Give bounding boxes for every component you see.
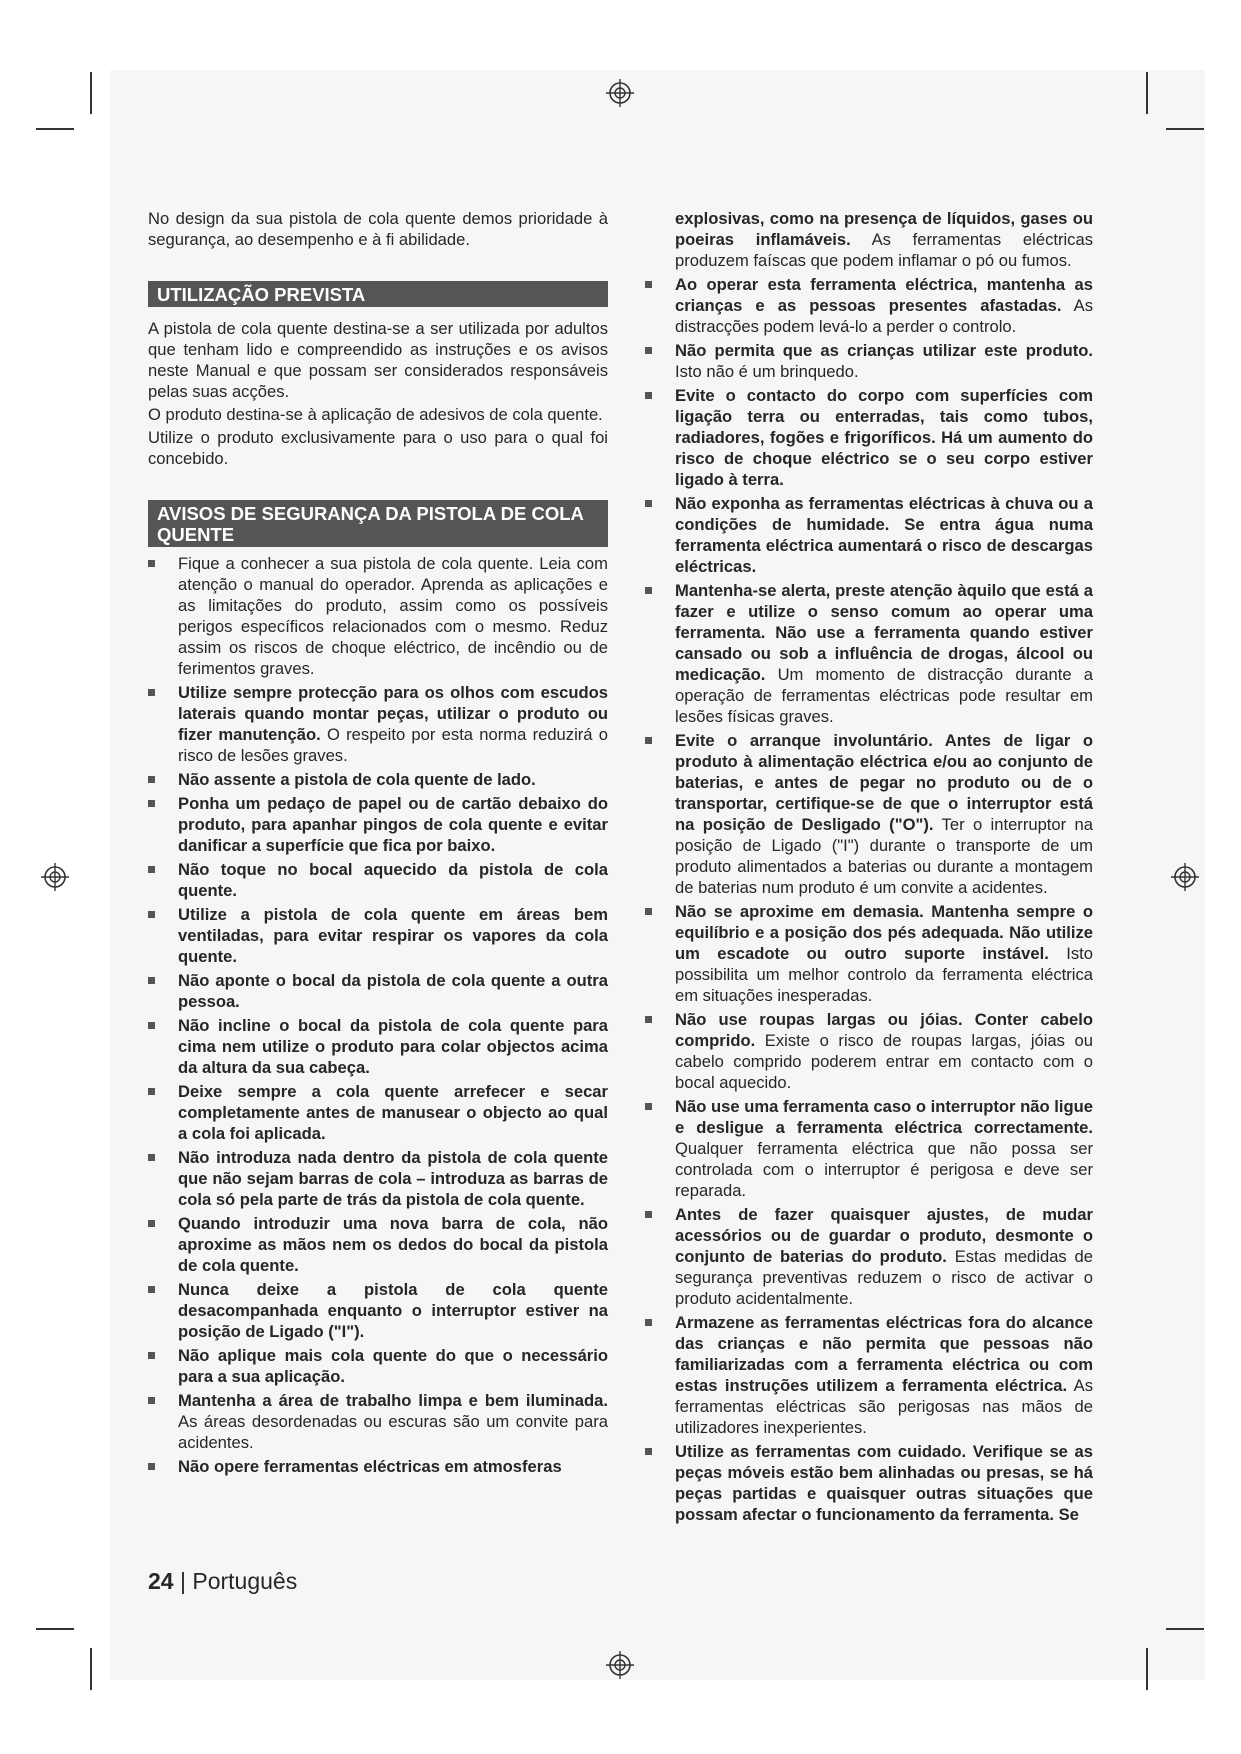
list-item xyxy=(148,769,608,790)
crop-mark xyxy=(90,1648,92,1690)
list-item-text: O respeito por esta norma reduzirá o risco de lesões graves. xyxy=(178,725,608,765)
list-item xyxy=(148,1456,608,1477)
safety-list-right xyxy=(645,274,1093,1525)
footer-separator: | xyxy=(173,1568,193,1594)
list-item xyxy=(645,493,1093,577)
list-item xyxy=(148,904,608,967)
bullet-square-icon xyxy=(148,977,155,984)
bullet-square-icon xyxy=(645,1211,652,1218)
list-item xyxy=(148,682,608,766)
bullet-square-icon xyxy=(148,776,155,783)
bullet-square-icon xyxy=(148,1352,155,1359)
list-item xyxy=(148,793,608,856)
bullet-square-icon xyxy=(645,392,652,399)
list-item xyxy=(148,1390,608,1453)
list-item-text: Estas medidas de segurança preventivas reduzem o risco de activar o produto acidentalmente. xyxy=(675,1247,1094,1308)
section-heading-intended-use: UTILIZAÇÃO PREVISTA xyxy=(148,281,608,307)
list-item xyxy=(645,901,1093,1006)
section-heading-safety-warnings: AVISOS DE SEGURANÇA DA PISTOLA DE COLA QUENTE xyxy=(148,500,608,547)
page-number: 24 xyxy=(148,1568,174,1594)
crop-mark xyxy=(36,128,74,130)
list-item-bold-text: Evite o contacto do corpo com superfícies com ligação terra ou enterradas, tais como tubos, radiadores, fogões e frigoríficos. Há um aumento do risco de choque eléctrico se o seu corpo estiver ligado à terra. xyxy=(675,386,1093,489)
bullet-square-icon xyxy=(148,1088,155,1095)
bullet-square-icon xyxy=(148,1463,155,1470)
bullet-square-icon xyxy=(148,1154,155,1161)
list-item-text: Existe o risco de roupas largas, jóias ou cabelo comprido poderem entrar em contacto com o bocal aquecido. xyxy=(675,1031,1093,1092)
crop-mark xyxy=(1146,1648,1148,1690)
list-item xyxy=(645,1009,1093,1093)
list-item xyxy=(645,274,1093,337)
list-item-bold-text: Não aplique mais cola quente do que o necessário para a sua aplicação. xyxy=(178,1346,608,1386)
list-item-bold-text: Não incline o bocal da pistola de cola quente para cima nem utilize o produto para colar objectos acima da altura da sua cabeça. xyxy=(178,1016,608,1077)
list-item xyxy=(645,1204,1093,1309)
safety-list-continuation xyxy=(645,208,1093,271)
list-item-text: Um momento de distracção durante a operação de ferramentas eléctricas pode resultar em lesões físicas graves. xyxy=(675,665,1093,726)
list-item-text: As ferramentas eléctricas produzem faíscas que podem inflamar o pó ou fumos. xyxy=(675,230,1094,270)
list-item-bold-text: Ao operar esta ferramenta eléctrica, mantenha as crianças e as pessoas presentes afastadas. xyxy=(675,275,1093,315)
crop-mark xyxy=(1166,128,1204,130)
list-item xyxy=(645,580,1093,727)
registration-mark-icon xyxy=(40,862,70,892)
list-item-bold-text: Antes de fazer quaisquer ajustes, de mudar acessórios ou de guardar o produto, desmonte o conjunto de baterias do produto. xyxy=(675,1205,1093,1266)
intro-paragraph: No design da sua pistola de cola quente demos prioridade à segurança, ao desempenho e à fi abilidade. xyxy=(148,209,608,249)
bullet-square-icon xyxy=(645,1319,652,1326)
list-item xyxy=(148,859,608,901)
list-item-bold-text: Utilize as ferramentas com cuidado. Verifique se as peças móveis estão bem alinhadas ou presas, se há peças partidas e quaisquer outras situações que possam afectar o funcionamento da ferramenta. Se xyxy=(675,1442,1093,1524)
list-item xyxy=(148,1147,608,1210)
crop-mark xyxy=(1146,72,1148,114)
bullet-square-icon xyxy=(645,1016,652,1023)
list-item-bold-text: Não opere ferramentas eléctricas em atmosferas xyxy=(178,1457,562,1476)
crop-mark xyxy=(90,72,92,114)
bullet-square-icon xyxy=(148,560,155,567)
bullet-square-icon xyxy=(645,908,652,915)
list-item xyxy=(148,1081,608,1144)
bullet-square-icon xyxy=(645,1448,652,1455)
list-item-bold-text: Utilize sempre protecção para os olhos com escudos laterais quando montar peças, utilizar o produto ou fizer manutenção. xyxy=(178,683,608,744)
list-item xyxy=(645,1441,1093,1525)
bullet-square-icon xyxy=(148,866,155,873)
bullet-square-icon xyxy=(645,1103,652,1110)
footer-language: Português xyxy=(192,1568,298,1594)
bullet-square-icon xyxy=(148,1220,155,1227)
list-item xyxy=(148,970,608,1012)
list-item-bold-text: Quando introduzir uma nova barra de cola, não aproxime as mãos nem os dedos do bocal da pistola de cola quente. xyxy=(178,1214,608,1275)
list-item-bold-text: Não se aproxime em demasia. Mantenha sempre o equilíbrio e a posição dos pés adequada. Não utilize um escadote ou outro suporte instável. xyxy=(675,902,1093,963)
bullet-square-icon xyxy=(645,587,652,594)
list-item-bold-text: Mantenha-se alerta, preste atenção àquilo que está a fazer e utilize o senso comum ao operar uma ferramenta. Não use a ferramenta quando estiver cansado ou sob a influência de drogas, álcool ou medicação. xyxy=(675,581,1093,684)
left-column xyxy=(148,208,608,1480)
list-item-bold-text: explosivas, como na presença de líquidos, gases ou poeiras inflamáveis. xyxy=(675,209,1093,249)
list-item-continuation xyxy=(645,208,1093,271)
list-item xyxy=(645,1096,1093,1201)
crop-mark xyxy=(36,1628,74,1630)
list-item-text: Ter o interruptor na posição de Ligado ("I") durante o transporte de um produto alimentados a baterias ou durante a montagem de baterias num produto é um convite a acidentes. xyxy=(675,815,1093,897)
list-item-text: Qualquer ferramenta eléctrica que não possa ser controlada com o interruptor é perigosa e deve ser reparada. xyxy=(675,1139,1093,1200)
list-item xyxy=(645,1312,1093,1438)
list-item-bold-text: Não introduza nada dentro da pistola de cola quente que não sejam barras de cola – introduza as barras de cola só pela parte de trás da pistola de cola quente. xyxy=(178,1148,608,1209)
list-item-bold-text: Utilize a pistola de cola quente em áreas bem ventiladas, para evitar respirar os vapores da cola quente. xyxy=(178,905,608,966)
list-item xyxy=(645,340,1093,382)
right-column xyxy=(645,208,1093,1528)
list-item xyxy=(148,1213,608,1276)
bullet-square-icon xyxy=(148,800,155,807)
list-item-bold-text: Nunca deixe a pistola de cola quente desacompanhada enquanto o interruptor estiver na posição de Ligado ("I"). xyxy=(178,1280,608,1341)
list-item xyxy=(148,1279,608,1342)
registration-mark-icon xyxy=(605,78,635,108)
safety-list-left xyxy=(148,553,608,1477)
list-item xyxy=(645,730,1093,898)
registration-mark-icon xyxy=(605,1650,635,1680)
list-item-bold-text: Não assente a pistola de cola quente de lado. xyxy=(178,770,536,789)
list-item-text: Isto não é um brinquedo. xyxy=(675,362,859,381)
list-item xyxy=(645,385,1093,490)
bullet-square-icon xyxy=(148,1397,155,1404)
list-item-bold-text: Deixe sempre a cola quente arrefecer e secar completamente antes de manusear o objecto ao qual a cola foi aplicada. xyxy=(178,1082,608,1143)
list-item-bold-text: Não toque no bocal aquecido da pistola de cola quente. xyxy=(178,860,608,900)
crop-mark xyxy=(1166,1628,1204,1630)
bullet-square-icon xyxy=(148,1022,155,1029)
list-item-bold-text: Mantenha a área de trabalho limpa e bem iluminada. xyxy=(178,1391,608,1410)
list-item-text: As distracções podem levá-lo a perder o controlo. xyxy=(675,296,1093,336)
list-item-bold-text: Não aponte o bocal da pistola de cola quente a outra pessoa. xyxy=(178,971,608,1011)
list-item-bold-text: Não use uma ferramenta caso o interruptor não ligue e desligue a ferramenta eléctrica correctamente. xyxy=(675,1097,1093,1137)
list-item-bold-text: Armazene as ferramentas eléctricas fora do alcance das crianças e não permita que pessoas não familiarizadas com a ferramenta eléctrica ou com estas instruções utilizem a ferramenta eléctrica. xyxy=(675,1313,1093,1395)
intended-use-paragraph: Utilize o produto exclusivamente para o uso para o qual foi concebido. xyxy=(148,428,608,468)
intended-use-paragraph: O produto destina-se à aplicação de adesivos de cola quente. xyxy=(148,405,603,424)
page-footer xyxy=(148,1568,297,1595)
intended-use-paragraph: A pistola de cola quente destina-se a ser utilizada por adultos que tenham lido e compreendido as instruções e os avisos neste Manual e que possam ser considerados responsáveis pelas suas acções. xyxy=(148,319,608,401)
list-item-text: As ferramentas eléctricas são perigosas nas mãos de utilizadores inexperientes. xyxy=(675,1376,1093,1437)
list-item xyxy=(148,553,608,679)
bullet-square-icon xyxy=(148,911,155,918)
bullet-square-icon xyxy=(645,281,652,288)
list-item-bold-text: Não use roupas largas ou jóias. Conter cabelo comprido. xyxy=(675,1010,1093,1050)
list-item-text: Fique a conhecer a sua pistola de cola quente. Leia com atenção o manual do operador. Aprenda as aplicações e as limitações do produto, assim como os possíveis perigos específicos relacionados com o mesmo. Reduz assim os riscos de choque eléctrico, de incêndio ou de ferimentos graves. xyxy=(178,554,608,678)
bullet-square-icon xyxy=(645,737,652,744)
list-item-bold-text: Evite o arranque involuntário. Antes de ligar o produto à alimentação eléctrica e/ou ao conjunto de baterias, e antes de pegar no produto ou de o transportar, certifique-se de que o interruptor está na posição de Desligado ("O"). xyxy=(675,731,1093,834)
list-item xyxy=(148,1015,608,1078)
list-item-text: As áreas desordenadas ou escuras são um convite para acidentes. xyxy=(178,1412,608,1452)
bullet-square-icon xyxy=(645,500,652,507)
list-item-text: Isto possibilita um melhor controlo da ferramenta eléctrica em situações inesperadas. xyxy=(675,944,1093,1005)
bullet-square-icon xyxy=(645,347,652,354)
list-item-bold-text: Não exponha as ferramentas eléctricas à chuva ou a condições de humidade. Se entra água numa ferramenta eléctrica aumentará o risco de descargas eléctricas. xyxy=(675,494,1093,576)
bullet-square-icon xyxy=(148,1286,155,1293)
list-item-bold-text: Não permita que as crianças utilizar este produto. xyxy=(675,341,1093,360)
bullet-square-icon xyxy=(148,689,155,696)
list-item-bold-text: Ponha um pedaço de papel ou de cartão debaixo do produto, para apanhar pingos de cola quente e evitar danificar a superfície que fica por baixo. xyxy=(178,794,608,855)
list-item xyxy=(148,1345,608,1387)
registration-mark-icon xyxy=(1170,862,1200,892)
